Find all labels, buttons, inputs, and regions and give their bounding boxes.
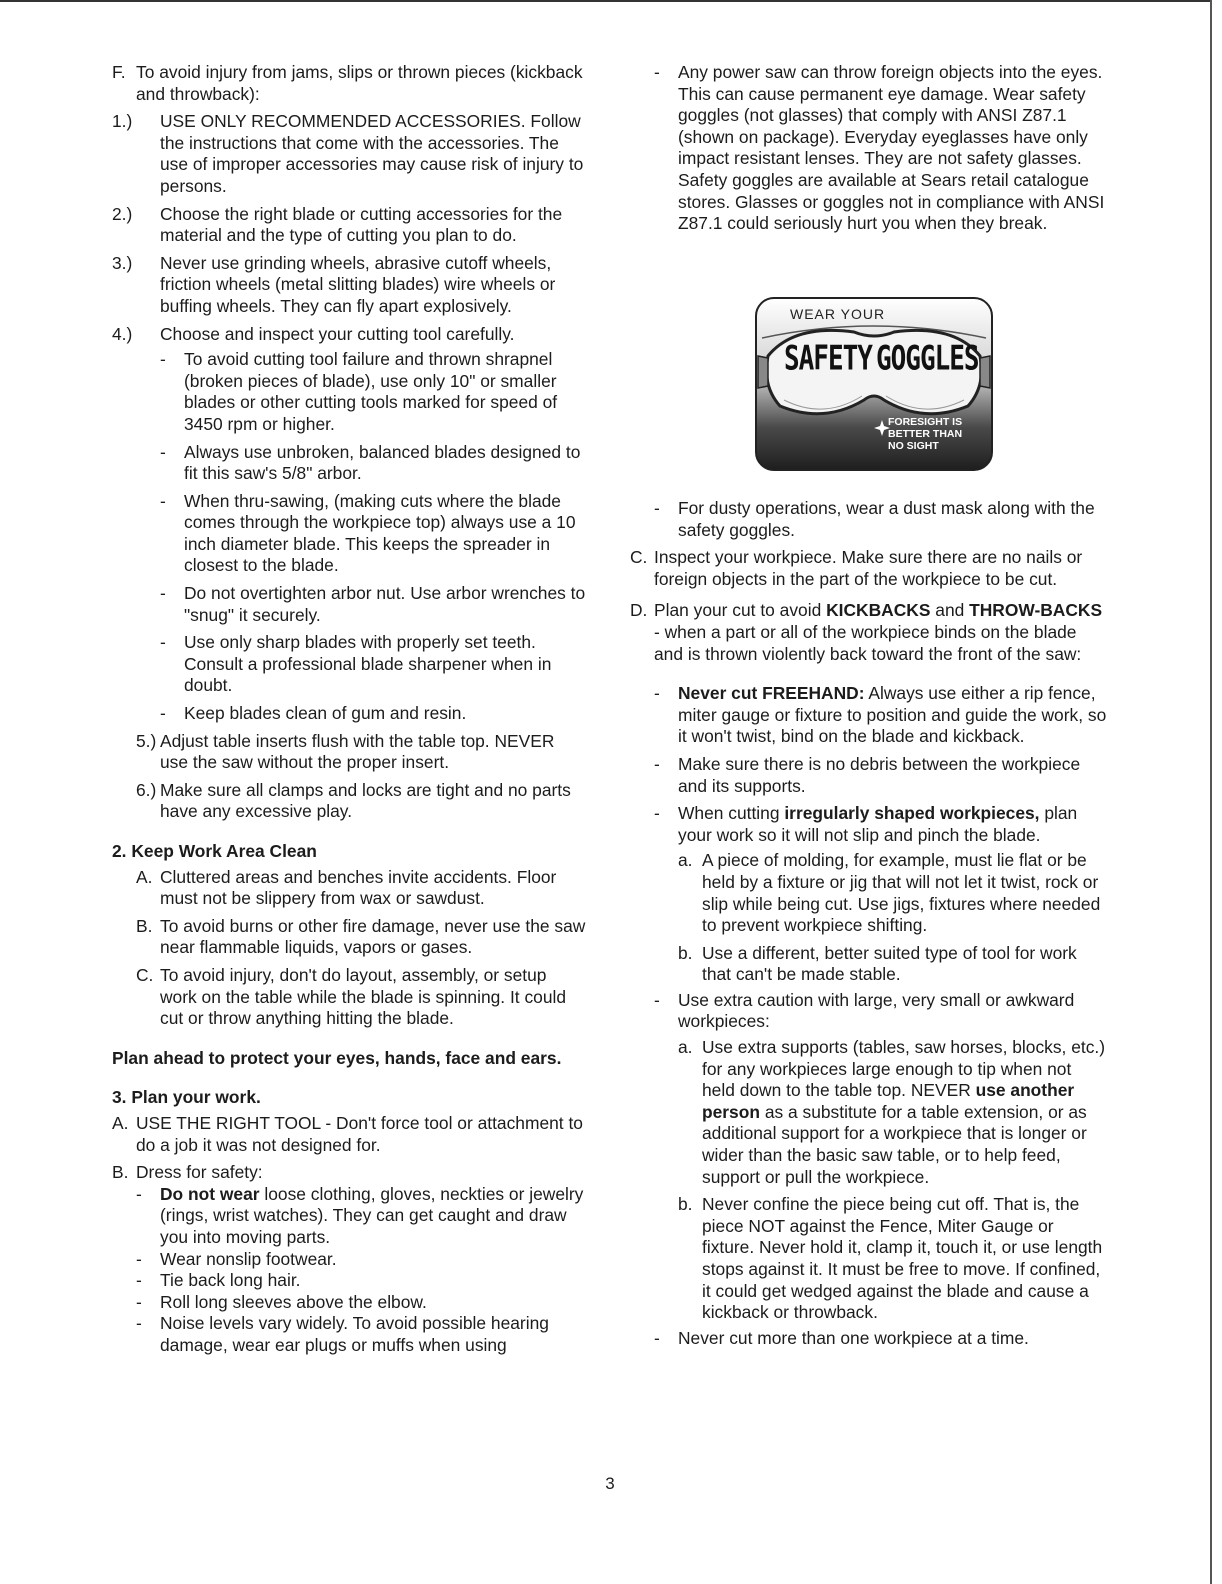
section-2-list [112,867,586,1030]
dash-item [136,1184,586,1249]
sub-item [678,1037,1108,1188]
dash-marker: - [654,498,660,518]
poster-slogan-line-1: FORESIGHT IS [888,416,963,428]
list-item [136,780,586,823]
sub-item-marker: a. [678,1037,693,1058]
numbered-list-2 [112,731,586,823]
poster-slogan-line-3: NO SIGHT [888,440,939,452]
irregular-sublist [654,850,1108,986]
dash-item [136,1249,586,1271]
sub-item-marker: a. [678,850,693,871]
sub-item-pre: Use extra supports (tables, saw horses, blocks, etc.) for any workpieces large enough to tip when not held down to the table top. NEVER [702,1037,1106,1101]
poster-safety: SAFETY [784,339,872,379]
dash-item [160,583,586,626]
dash-item [160,491,586,577]
sub-item-text: Never confine the piece being cut off. That is, the piece NOT against the Fence, Miter Gauge or fixture. Never hold it, clamp it, touch it, or use length stops against it. It must be free to move. If confined, it could get wedged against the blade and cause a kickback or throwback. [702,1194,1103,1323]
right-column-lower [630,498,1108,1349]
bold-phrase: use another person [702,1080,1075,1122]
dash-item [136,1313,586,1356]
sub-item-text: A piece of molding, for example, must lie flat or be held by a fixture or jig that will not let it twist, rock or slip while being cut. Use jigs, fixtures where needed to prevent workpiece shifting. [702,850,1101,936]
sub-item [678,850,1108,936]
dash-text: To avoid cutting tool failure and thrown shrapnel (broken pieces of blade), use only 10" or smaller blades or other cutting tools marked for speed of 3450 rpm or higher. [184,349,558,434]
list-item-marker: A. [112,1112,129,1133]
dash-text: When thru-sawing, (making cuts where the blade comes through the workpiece top) always use a 10 inch diameter blade. This keeps the spreader in closest to the blade. [184,490,576,576]
dash-text: Always use unbroken, balanced blades designed to fit this saw's 5/8" arbor. [184,441,581,484]
numbered-list-1 [112,111,586,345]
list-item-text: To avoid injury, don't do layout, assembly, or setup work on the table while the blade is spinning. It could cut or throw anything hitting the blade. [160,964,567,1029]
sub-item-marker: b. [678,1194,693,1215]
dash-text: Tie back long hair. [160,1270,301,1291]
dash-text: Keep blades clean of gum and resin. [184,703,467,724]
list-item [112,204,586,247]
dash-text-rest: plan your work so it will not slip and pinch the blade. [678,803,1078,845]
dash-marker: - [160,703,166,724]
list-item-text: USE ONLY RECOMMENDED ACCESSORIES. Follow the instructions that come with the accessories. The use of improper accessories may cause risk of injury to persons. [160,111,584,196]
dash-marker: - [160,583,166,604]
dash-item [160,349,586,435]
list-item-text: Choose and inspect your cutting tool carefully. [160,323,515,344]
dash-item [654,62,1108,235]
list-item-marker: C. [136,964,154,985]
dash-item [654,990,1108,1033]
poster-goggles: GOGGLES [876,339,979,379]
list-item-number: 6.) [136,779,157,800]
sub-item-marker: b. [678,942,693,963]
dash-item [136,1292,586,1314]
poster-wear-your: WEAR YOUR [790,306,886,322]
dash-item [654,498,1108,541]
dash-text: Use extra caution with large, very small or awkward workpieces: [678,989,1075,1032]
list-item-text: Choose the right blade or cutting accessories for the material and the type of cutting you plan to do. [160,203,563,246]
list-item [136,867,586,910]
list-item-text: To avoid burns or other fire damage, never use the saw near flammable liquids, vapors or gases. [160,915,586,958]
dash-marker: - [654,62,660,82]
item-d-pre: Plan your cut to avoid [654,600,827,621]
list-item-text: Dress for safety: [136,1162,263,1183]
list-item-marker: A. [136,866,153,887]
section-3-item-a [112,1113,586,1156]
dash-text: Wear nonslip footwear. [160,1248,337,1269]
list-item-marker: B. [136,915,153,936]
list-item [136,965,586,1030]
item-d-rest: - when a part or all of the workpiece binds on the blade and is thrown violently back toward the front of the saw: [654,621,1082,664]
dash-text [678,803,1108,846]
dash-marker: - [136,1248,142,1269]
left-column [112,62,586,1356]
dash-marker: - [136,1183,142,1204]
dress-list [112,1184,586,1357]
dash-text [678,683,1108,748]
dash-marker: - [654,1327,660,1348]
item-c [630,547,1108,590]
bold-phrase: irregularly shaped workpieces, [784,803,1040,824]
item-d-mid: and [930,600,970,621]
list-item-text: Adjust table inserts flush with the table top. NEVER use the saw without the proper insert. [160,730,555,773]
section-3-title: 3. Plan your work. [112,1087,261,1108]
right-column [630,62,1108,235]
list-item-text: USE THE RIGHT TOOL - Don't force tool or attachment to do a job it was not designed for. [136,1112,583,1155]
page-number: 3 [605,1474,615,1493]
list-item-text: Never use grinding wheels, abrasive cutoff wheels, friction wheels (metal slitting blades) wire wheels or buffing wheels. They can fly apart explosively. [160,252,556,316]
dash-marker: - [654,753,660,774]
list-item-number: 2.) [112,203,133,224]
dash-marker: - [654,989,660,1010]
dash-text: Never cut more than one workpiece at a time. [678,1327,1029,1348]
list-item-number: 3.) [112,252,133,273]
dash-item [654,754,1108,797]
dash-text: Roll long sleeves above the elbow. [160,1291,427,1312]
dash-marker: - [136,1313,142,1334]
right-border [1210,0,1212,1584]
sub-item-text: Use a different, better suited type of tool for work that can't be made stable. [702,942,1077,985]
dash-item [160,632,586,697]
dash-text: Make sure there is no debris between the workpiece and its supports. [678,753,1081,796]
dash-marker: - [160,441,166,462]
list-item-marker: D. [630,600,648,621]
list-item-text: Inspect your workpiece. Make sure there are no nails or foreign objects in the part of the workpiece to be cut. [654,547,1083,589]
dash-marker: - [136,1291,142,1312]
dash-marker: - [654,803,660,824]
plan-ahead-heading: Plan ahead to protect your eyes, hands, face and ears. [112,1047,562,1068]
cut-dash-list [630,683,1108,1349]
dash-marker: - [160,632,166,653]
kickbacks-bold: KICKBACKS [826,600,931,621]
dust-mask-block [630,498,1108,541]
section-2-title: 2. Keep Work Area Clean [112,841,317,861]
list-item-marker: B. [112,1162,129,1183]
blade-dash-list [112,349,586,725]
item-f-text: To avoid injury from jams, slips or thrown pieces (kickback and throwback): [136,62,583,104]
list-item-marker: C. [630,547,648,568]
section-3-item-b [112,1162,586,1184]
dash-text: Any power saw can throw foreign objects into the eyes. This can cause permanent eye damage. Wear safety goggles (not glasses) that comply with ANSI Z87.1 (shown on package). Everyday eyeglasses have only impact resistant lenses. They are not safety glasses. Safety goggles are available at Sears retail catalogue stores. Glasses or goggles not in compliance with ANSI Z87.1 could seriously hurt you when they break. [678,62,1105,234]
large-sublist [654,1037,1108,1324]
dash-text: Do not overtighten arbor nut. Use arbor wrenches to "snug" it securely. [184,583,586,625]
dash-item [136,1270,586,1292]
list-item [136,731,586,774]
dash-item [654,803,1108,846]
list-item-number: 1.) [112,111,133,132]
sub-item [678,1194,1108,1324]
list-item-text: Cluttered areas and benches invite accidents. Floor must not be slippery from wax or sawdust. [160,866,557,909]
list-item-number: 5.) [136,730,157,751]
poster-slogan [888,416,962,452]
throwbacks-bold: THROW-BACKS [969,600,1103,621]
dash-item [654,1328,1108,1350]
dash-text [160,1184,586,1249]
dash-item [160,703,586,725]
item-f [112,62,586,105]
dash-text-pre: When cutting [678,803,785,824]
dash-item [654,683,1108,748]
list-item [112,111,586,197]
dash-text: Use only sharp blades with properly set teeth. Consult a professional blade sharpener when in doubt. [184,632,552,696]
dash-marker: - [654,683,660,704]
sub-item [678,943,1108,986]
list-item-text [654,600,1108,665]
safety-goggles-poster [754,296,994,472]
bold-phrase: Do not wear [160,1183,260,1204]
list-item-text: Make sure all clamps and locks are tight and no parts have any excessive play. [160,779,571,822]
top-border [0,0,1210,2]
dash-marker: - [160,349,166,370]
dash-marker: - [136,1270,142,1291]
list-item [112,324,586,346]
sub-item-text [702,1037,1108,1188]
dash-text: Noise levels vary widely. To avoid possible hearing damage, wear ear plugs or muffs when using [160,1313,549,1355]
dash-item [160,442,586,485]
item-d [630,600,1108,665]
bold-phrase: Never cut FREEHAND: [678,683,865,704]
list-item [112,253,586,318]
goggles-block [630,62,1108,235]
dash-text-rest: Always use either a rip fence, miter gauge or fixture to position and guide the work, so it won't twist, bind on the blade and kickback. [678,683,1107,747]
list-item [136,916,586,959]
list-item-number: 4.) [112,323,133,344]
poster-slogan-line-2: BETTER THAN [888,428,963,440]
dash-marker: - [160,490,166,511]
dash-text: For dusty operations, wear a dust mask along with the safety goggles. [678,498,1095,540]
sub-item-rest: as a substitute for a table extension, or as additional support for a workpiece that is longer or wider than the basic saw table, or to help feed, support or pull the workpiece. [702,1101,1087,1187]
item-f-marker: F. [112,62,126,82]
dash-text-rest: loose clothing, gloves, neckties or jewelry (rings, wrist watches). They can get caught and draw you into moving parts. [160,1183,584,1247]
